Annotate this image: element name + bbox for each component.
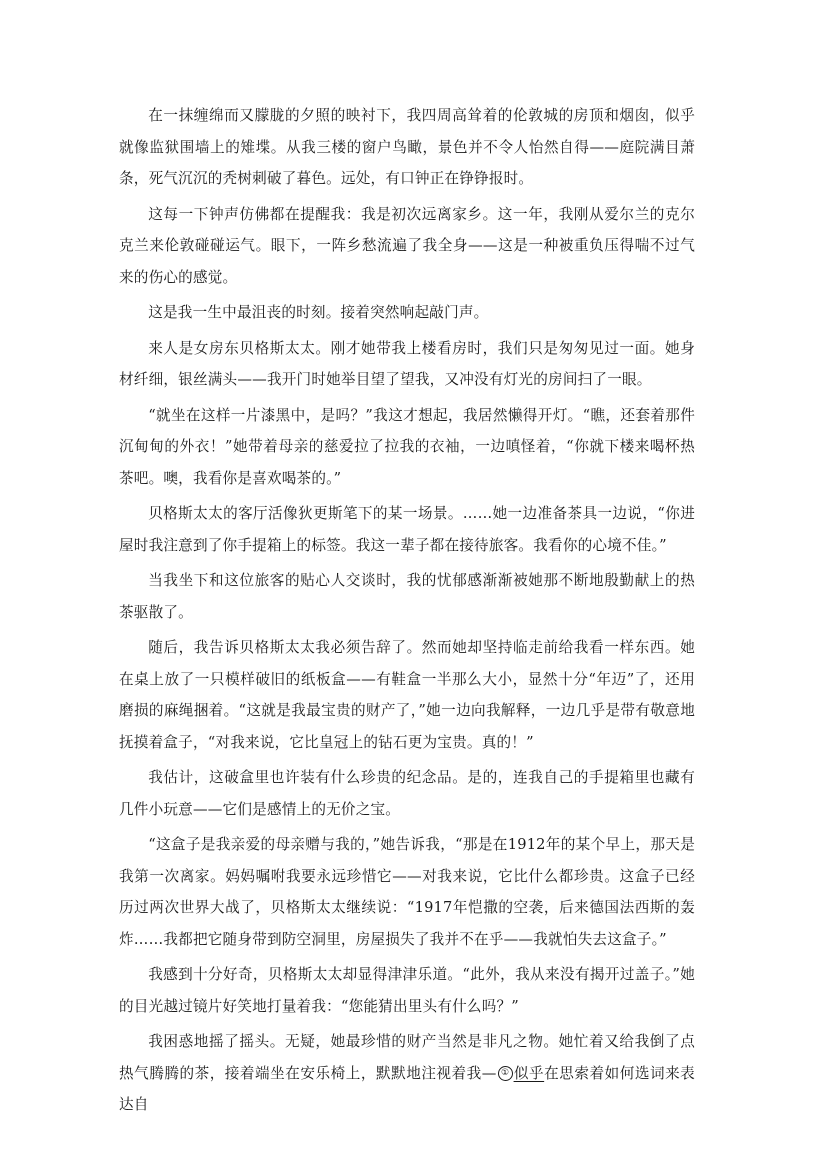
paragraph-11: 我感到十分好奇，贝格斯太太却显得津津乐道。“此外，我从来没有揭开过盖子。”她的目光越过镜片好笑地打量着我：“您能猜出里头有什么吗？” [119, 966, 695, 1015]
paragraph-12-text-after: 在思索着如何选词来表达自 [119, 1064, 695, 1113]
paragraph-4: 来人是女房东贝格斯太太。刚才她带我上楼看房时，我们只是匆匆见过一面。她身材纤细，银丝满头——我开门时她举目望了望我，又冲没有灯光的房间扫了一眼。 [119, 339, 695, 388]
paragraph-12-text-before: 我困惑地摇了摇头。无疑，她最珍惜的财产当然是非凡之物。她忙着又给我倒了点热气腾腾的茶，接着端坐在安乐椅上，默默地注视着我— [119, 1033, 695, 1082]
paragraph-2: 这每一下钟声仿佛都在提醒我：我是初次远离家乡。这一年，我刚从爱尔兰的克尔克兰来伦敦碰碰运气。眼下，一阵乡愁流遍了我全身——这是一种被重负压得喘不过气来的伤心的感觉。 [119, 205, 695, 286]
article-body [119, 100, 695, 1125]
paragraph-1: 在一抹缠绵而又朦胧的夕照的映衬下，我四周高耸着的伦敦城的房顶和烟囱，似乎就像监狱围墙上的雉堞。从我三楼的窗户鸟瞰，景色并不令人怡然自得——庭院满目萧条，死气沉沉的秃树刺破了暮色。远处，有口钟正在铮铮报时。 [119, 107, 695, 187]
paragraph-3: 这是我一生中最沮丧的时刻。接着突然响起敲门声。 [148, 304, 489, 321]
underlined-phrase: 似乎 [513, 1064, 545, 1082]
paragraph-7: 当我坐下和这位旅客的贴心人交谈时，我的忧郁感渐渐被她那不断地殷勤献上的热茶驱散了。 [119, 572, 695, 621]
paragraph-12 [119, 1026, 695, 1121]
paragraph-5: “就坐在这样一片漆黑中，是吗？”我这才想起，我居然懒得开灯。“瞧，还套着那件沉甸甸的外衣！”她带着母亲的慈爱拉了拉我的衣袖，一边嗔怪着，“你就下楼来喝杯热茶吧。噢，我看你是喜欢喝茶的。” [119, 406, 695, 487]
paragraph-8: 随后，我告诉贝格斯太太我必须告辞了。然而她却坚持临走前给我看一样东西。她在桌上放了一只模样破旧的纸板盒——有鞋盒一半那么大小，显然十分“年迈”了，还用磨损的麻绳捆着。“这就是我最宝贵的财产了，”她一边向我解释，一边几乎是带有敬意地抚摸着盒子，“对我来说，它比皇冠上的钻石更为宝贵。真的！” [119, 639, 695, 751]
annotation-marker: ① [498, 1066, 513, 1081]
paragraph-6: 贝格斯太太的客厅活像狄更斯笔下的某一场景。……她一边准备茶具一边说，“你进屋时我注意到了你手提箱上的标签。我这一辈子都在接待旅客。我看你的心境不佳。” [119, 505, 695, 554]
paragraph-10: “这盒子是我亲爱的母亲赠与我的，”她告诉我，“那是在1912年的某个早上，那天是我第一次离家。妈妈嘱咐我要永远珍惜它——对我来说，它比什么都珍贵。这盒子已经历过两次世界大战了，贝格斯太太继续说：“1917年恺撒的空袭，后来德国法西斯的轰炸……我都把它随身带到防空洞里，房屋损失了我并不在乎——我就怕失去这盒子。” [119, 836, 695, 948]
paragraph-9: 我估计，这破盒里也许装有什么珍贵的纪念品。是的，连我自己的手提箱里也藏有几件小玩意——它们是感情上的无价之宝。 [119, 769, 695, 818]
